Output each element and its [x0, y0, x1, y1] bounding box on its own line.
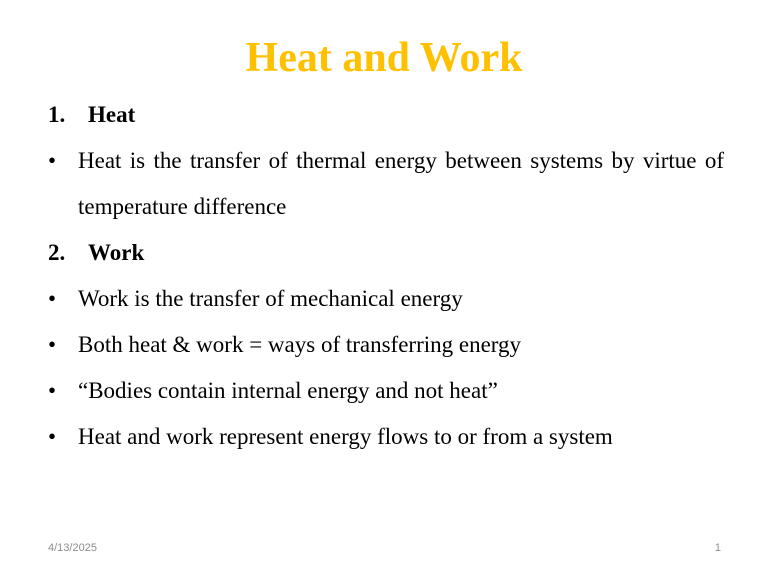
- numbered-heading-work: [48, 230, 724, 276]
- bullet-marker: •: [48, 378, 57, 403]
- bullet-text: “Bodies contain internal energy and not heat”: [78, 378, 498, 403]
- slide-body: [48, 92, 724, 460]
- bullet-marker: •: [48, 286, 57, 311]
- footer-date: 4/13/2025: [48, 542, 97, 554]
- footer-page-number: 1: [714, 542, 721, 554]
- bullet-item: [48, 322, 724, 368]
- bullet-item: [48, 138, 724, 230]
- heading-text: Work: [88, 240, 145, 265]
- slide-title: Heat and Work: [245, 35, 523, 81]
- bullet-text: Heat is the transfer of thermal energy between systems by virtue of temperature difference: [78, 148, 724, 219]
- bullet-marker: •: [48, 332, 57, 357]
- bullet-item: [48, 368, 724, 414]
- heading-text: Heat: [88, 102, 136, 127]
- list-number: 2.: [48, 240, 66, 265]
- numbered-heading-heat: [48, 92, 724, 138]
- bullet-item: [48, 414, 724, 460]
- bullet-item: [48, 276, 724, 322]
- bullet-marker: •: [48, 424, 57, 449]
- bullet-text: Work is the transfer of mechanical energy: [78, 286, 463, 311]
- list-number: 1.: [48, 102, 66, 127]
- bullet-text: Heat and work represent energy flows to or from a system: [78, 424, 613, 449]
- bullet-marker: •: [48, 148, 57, 173]
- bullet-text: Both heat & work = ways of transferring energy: [78, 332, 522, 357]
